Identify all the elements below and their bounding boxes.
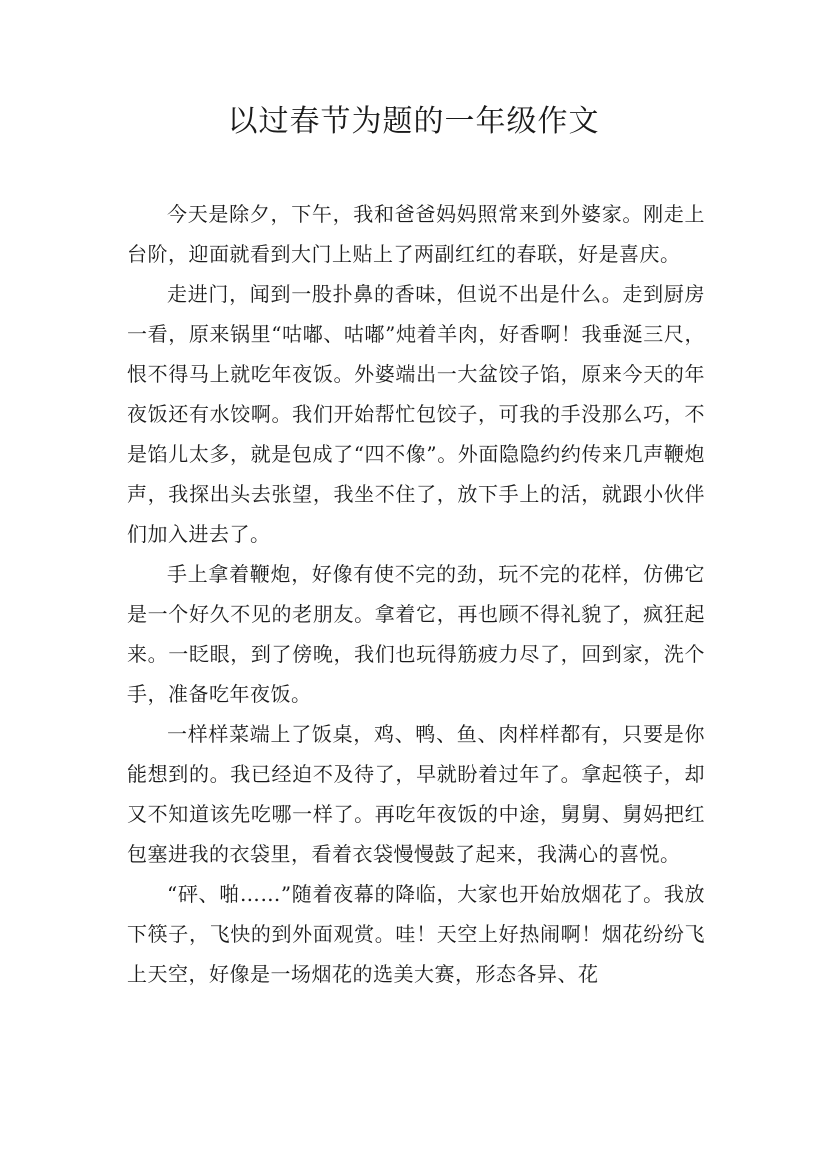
essay-title: 以过春节为题的一年级作文 [227, 104, 600, 139]
paragraph-3: 手上拿着鞭炮，好像有使不完的劲，玩不完的花样，仿佛它是一个好久不见的老朋友。拿着它，再也顾不得礼貌了，疯狂起来。一眨眼，到了傍晚，我们也玩得筋疲力尽了，回到家，洗个手，准备吃年夜饭。 [127, 562, 705, 706]
paragraph-4: 一样样菜端上了饭桌，鸡、鸭、鱼、肉样样都有，只要是你能想到的。我已经迫不及待了，早就盼着过年了。拿起筷子，却又不知道该先吃哪一样了。再吃年夜饭的中途，舅舅、舅妈把红包塞进我的衣袋里，看着衣袋慢慢鼓了起来，我满心的喜悦。 [127, 722, 705, 866]
essay-body [127, 194, 705, 994]
paragraph-5: “砰、啪……”随着夜幕的降临，大家也开始放烟花了。我放下筷子，飞快的到外面观赏。哇！天空上好热闹啊！烟花纷纷飞上天空，好像是一场烟花的选美大赛，形态各异、花 [127, 882, 705, 986]
paragraph-2: 走进门，闻到一股扑鼻的香味，但说不出是什么。走到厨房一看，原来锅里“咕嘟、咕嘟”炖着羊肉，好香啊！我垂涎三尺，恨不得马上就吃年夜饭。外婆端出一大盆饺子馅，原来今天的年夜饭还有水饺啊。我们开始帮忙包饺子，可我的手没那么巧，不是馅儿太多，就是包成了“四不像”。外面隐隐约约传来几声鞭炮声，我探出头去张望，我坐不住了，放下手上的活，就跟小伙伴们加入进去了。 [127, 282, 705, 546]
paragraph-1: 今天是除夕，下午，我和爸爸妈妈照常来到外婆家。刚走上台阶，迎面就看到大门上贴上了两副红红的春联，好是喜庆。 [127, 202, 705, 266]
